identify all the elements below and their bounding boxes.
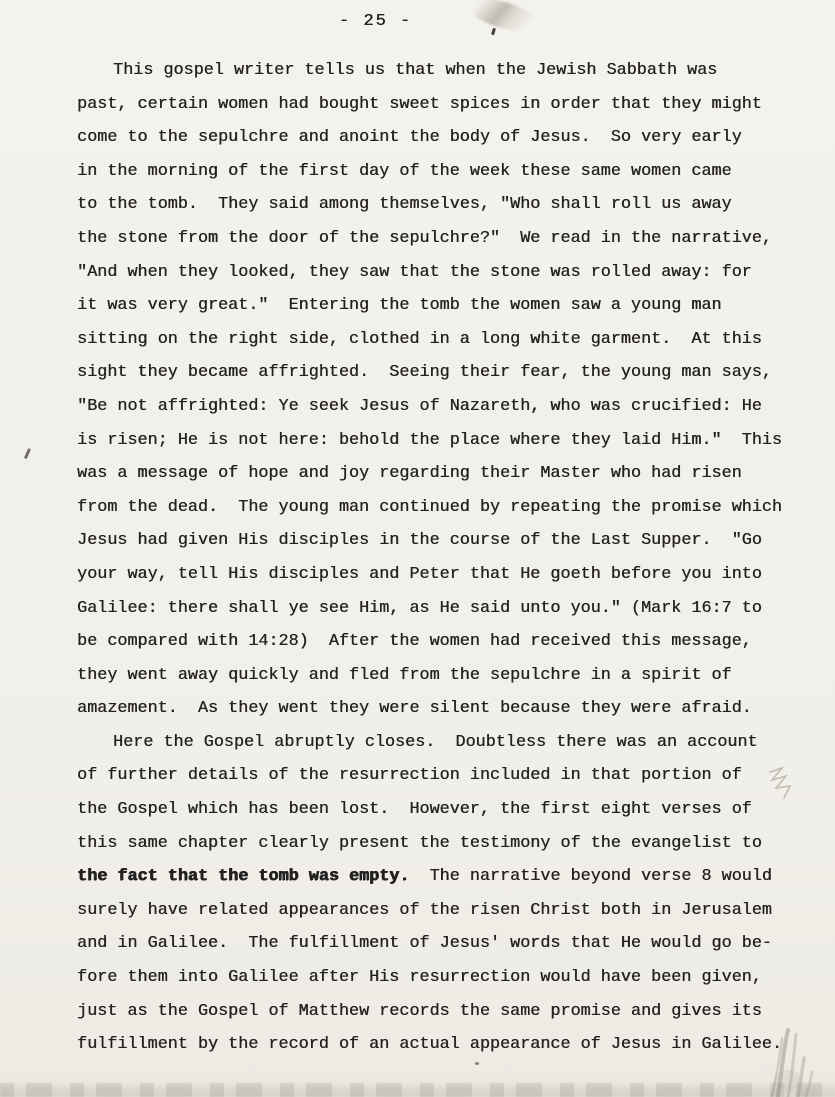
- text-line: is risen; He is not here: behold the place where they laid Him." This: [77, 430, 782, 450]
- text-line: fore them into Galilee after His resurrection would have been given,: [77, 968, 762, 988]
- text-segment: The narrative beyond verse 8 would: [409, 867, 772, 887]
- text-line: it was very great." Entering the tomb the women saw a young man: [77, 296, 722, 316]
- paragraph: [77, 54, 807, 726]
- document-body: [77, 54, 807, 1062]
- text-line: This gospel writer tells us that when the Jewish Sabbath was: [113, 61, 718, 80]
- text-line: sitting on the right side, clothed in a long white garment. At this: [77, 329, 762, 349]
- text-line: from the dead. The young man continued by repeating the promise which: [77, 497, 782, 517]
- text-line: Galilee: there shall ye see Him, as He said unto you." (Mark 16:7 to: [77, 598, 762, 618]
- text-line: and in Galilee. The fulfillment of Jesus' words that He would go be-: [77, 934, 772, 954]
- text-line: be compared with 14:28) After the women had received this message,: [77, 632, 752, 652]
- text-line: surely have related appearances of the risen Christ both in Jerusalem: [77, 900, 772, 920]
- text-line: fulfillment by the record of an actual appearance of Jesus in Galilee.: [77, 1035, 782, 1055]
- text-line: the Gospel which has been lost. However, the first eight verses of: [77, 800, 752, 820]
- text-line: they went away quickly and fled from the sepulchre in a spirit of: [77, 665, 732, 685]
- text-line: this same chapter clearly present the testimony of the evangelist to: [77, 833, 762, 853]
- text-line: Jesus had given His disciples in the course of the Last Supper. "Go: [77, 531, 762, 551]
- ink-speck-bottom: [475, 1062, 479, 1065]
- pencil-mark-left-margin: [24, 448, 31, 459]
- scan-edge-band: [0, 1083, 835, 1097]
- text-line: past, certain women had bought sweet spices in order that they might: [77, 94, 762, 114]
- text-line: was a message of hope and joy regarding their Master who had risen: [77, 464, 742, 484]
- text-line: "Be not affrighted: Ye seek Jesus of Nazareth, who was crucified: He: [77, 396, 762, 416]
- bold-text: the fact that the tomb was empty.: [77, 867, 410, 887]
- text-line: to the tomb. They said among themselves, "Who shall roll us away: [77, 195, 732, 215]
- text-line: "And when they looked, they saw that the stone was rolled away: for: [77, 262, 752, 282]
- text-line: just as the Gospel of Matthew records the same promise and gives its: [77, 1001, 762, 1021]
- text-line: come to the sepulchre and anoint the body of Jesus. So very early: [77, 128, 742, 148]
- text-line: in the morning of the first day of the week these same women came: [77, 161, 732, 181]
- page-number: - 25 -: [338, 12, 413, 31]
- text-line: sight they became affrighted. Seeing their fear, the young man says,: [77, 363, 772, 383]
- text-line: [77, 860, 807, 894]
- text-line: Here the Gospel abruptly closes. Doubtless there was an account: [113, 732, 758, 752]
- text-line: amazement. As they went they were silent because they were afraid.: [77, 699, 752, 719]
- text-line: your way, tell His disciples and Peter that He goeth before you into: [77, 564, 762, 584]
- paragraph: [77, 726, 807, 1062]
- text-line: of further details of the resurrection included in that portion of: [77, 766, 742, 786]
- text-line: the stone from the door of the sepulchre?" We read in the narrative,: [77, 228, 772, 248]
